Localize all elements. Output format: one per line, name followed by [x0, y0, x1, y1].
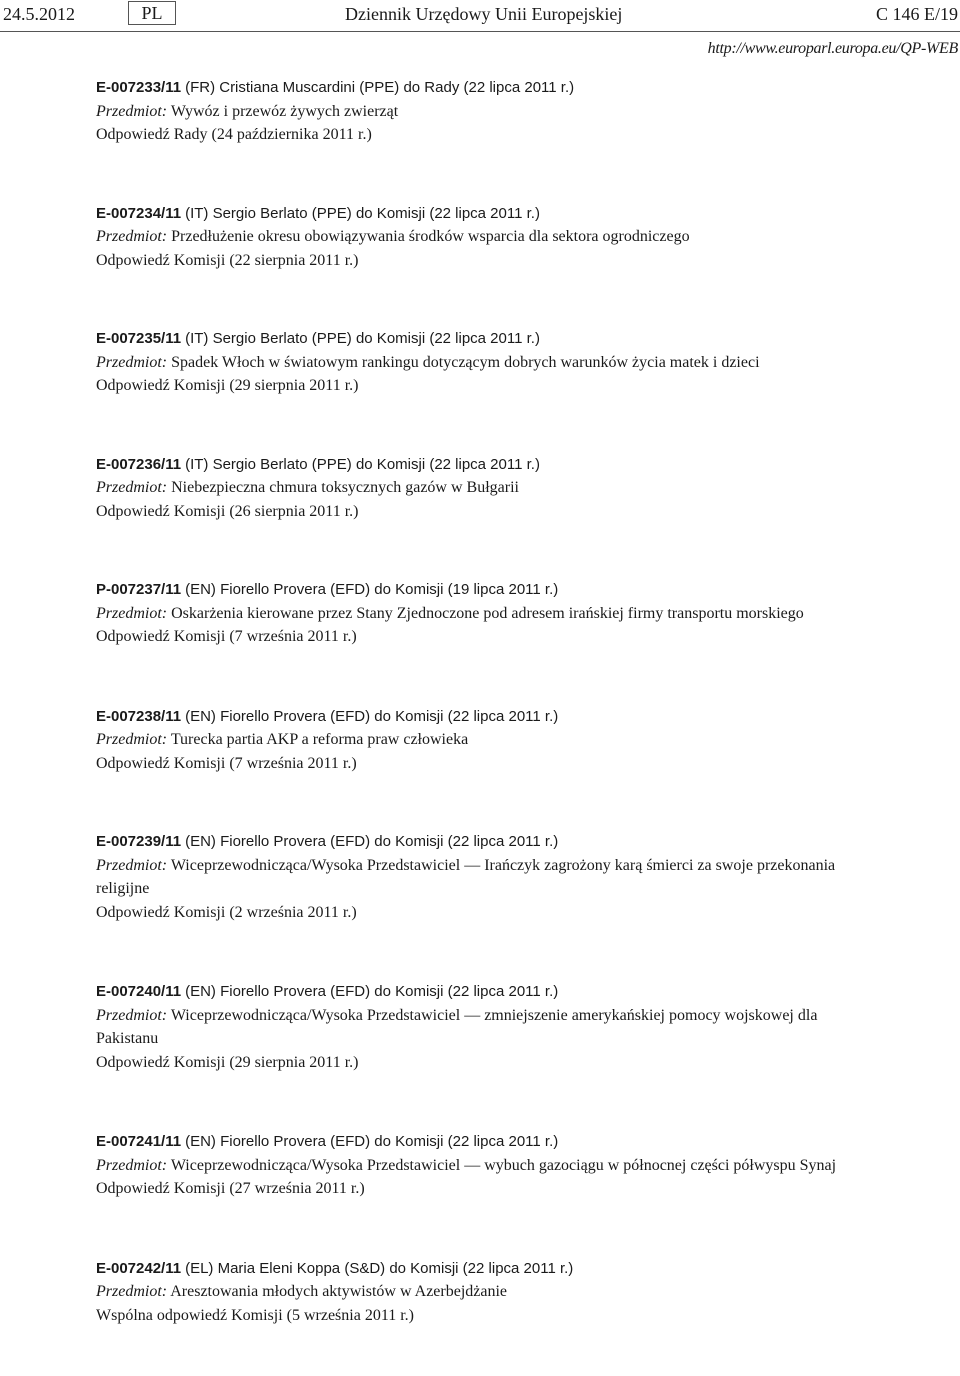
question-details: (EN) Fiorello Provera (EFD) do Komisji (22 lipca 2011 r.) [185, 833, 559, 850]
answer-line: Odpowiedź Komisji (7 września 2011 r.) [96, 628, 357, 645]
subject-label: Przedmiot: [96, 604, 168, 622]
question-entry [96, 578, 856, 649]
question-entry [96, 76, 856, 147]
subject-label: Przedmiot: [96, 1006, 168, 1024]
question-subject-line [96, 100, 856, 124]
question-header-line [96, 1257, 856, 1281]
subject-label: Przedmiot: [96, 1156, 168, 1174]
question-subject-line [96, 728, 856, 752]
issue-reference: C 146 E/19 [875, 4, 958, 24]
question-details: (EN) Fiorello Provera (EFD) do Komisji (19 lipca 2011 r.) [185, 581, 559, 598]
subject-label: Przedmiot: [96, 353, 168, 371]
page-header [0, 0, 960, 32]
question-details: (EN) Fiorello Provera (EFD) do Komisji (22 lipca 2011 r.) [185, 1133, 559, 1150]
question-subject-line [96, 225, 856, 249]
answer-line: Odpowiedź Komisji (27 września 2011 r.) [96, 1180, 365, 1197]
question-number: E-007242/11 [96, 1259, 182, 1277]
subject-label: Przedmiot: [96, 1283, 168, 1300]
answer-line: Odpowiedź Komisji (29 sierpnia 2011 r.) [96, 1053, 359, 1071]
question-header-line [96, 76, 856, 100]
answer-line: Odpowiedź Komisji (7 września 2011 r.) [96, 754, 357, 772]
question-header-line [96, 705, 856, 729]
question-subject: Wiceprzewodnicząca/Wysoka Przedstawiciel — zmniejszenie amerykańskiej pomocy wojskowej dla Pakistanu [96, 1006, 818, 1047]
subject-label: Przedmiot: [96, 731, 168, 748]
question-entry [96, 202, 856, 273]
question-entry [96, 830, 856, 924]
question-entry [96, 980, 856, 1074]
question-entry [96, 1130, 856, 1201]
question-number: E-007240/11 [96, 983, 182, 1000]
question-subject-line [96, 351, 856, 375]
question-subject-line [96, 1280, 856, 1304]
question-subject-line [96, 476, 856, 500]
question-number: P-007237/11 [96, 581, 182, 598]
question-subject-line [96, 1004, 856, 1051]
question-number: E-007234/11 [96, 204, 182, 222]
question-details: (FR) Cristiana Muscardini (PPE) do Rady (22 lipca 2011 r.) [185, 79, 575, 96]
publication-date: 24.5.2012 [3, 4, 75, 24]
question-header-line [96, 578, 856, 602]
question-header-line [96, 1130, 856, 1154]
question-header-line [96, 830, 856, 854]
question-number: E-007233/11 [96, 79, 182, 96]
question-list [96, 76, 856, 1327]
question-entry [96, 1257, 856, 1328]
question-entry [96, 453, 856, 524]
header-divider [0, 31, 960, 32]
question-subject-line [96, 1154, 856, 1178]
subject-label: Przedmiot: [96, 102, 168, 120]
question-subject: Spadek Włoch w światowym rankingu dotyczącym dobrych warunków życia matek i dzieci [171, 353, 760, 371]
question-header-line [96, 980, 856, 1004]
answer-line: Odpowiedź Komisji (26 sierpnia 2011 r.) [96, 502, 359, 520]
question-subject: Oskarżenia kierowane przez Stany Zjednoczone pod adresem irańskiej firmy transportu morskiego [171, 604, 804, 622]
question-details: (IT) Sergio Berlato (PPE) do Komisji (22 lipca 2011 r.) [185, 455, 540, 473]
answer-line: Wspólna odpowiedź Komisji (5 września 2011 r.) [96, 1306, 415, 1324]
question-number: E-007236/11 [96, 455, 182, 473]
question-details: (IT) Sergio Berlato (PPE) do Komisji (22 lipca 2011 r.) [185, 204, 540, 222]
question-subject: Wiceprzewodnicząca/Wysoka Przedstawiciel — Irańczyk zagrożony karą śmierci za swoje przekonania religijne [96, 856, 836, 897]
question-details: (EL) Maria Eleni Koppa (S&D) do Komisji (22 lipca 2011 r.) [185, 1259, 574, 1277]
answer-line: Odpowiedź Rady (24 października 2011 r.) [96, 126, 372, 143]
subject-label: Przedmiot: [96, 856, 168, 874]
question-number: E-007235/11 [96, 330, 182, 347]
question-header-line [96, 327, 856, 351]
question-subject: Niebezpieczna chmura toksycznych gazów w Bułgarii [171, 479, 519, 496]
question-details: (IT) Sergio Berlato (PPE) do Komisji (22 lipca 2011 r.) [185, 330, 540, 347]
question-entry [96, 705, 856, 776]
question-header-line [96, 453, 856, 477]
question-details: (EN) Fiorello Provera (EFD) do Komisji (22 lipca 2011 r.) [185, 707, 559, 725]
question-subject: Turecka partia AKP a reforma praw człowieka [170, 731, 469, 748]
question-subject-line [96, 602, 856, 626]
question-entry [96, 327, 856, 398]
question-subject-line [96, 854, 856, 901]
question-number: E-007238/11 [96, 707, 182, 725]
answer-line: Odpowiedź Komisji (29 sierpnia 2011 r.) [96, 377, 359, 394]
question-subject: Przedłużenie okresu obowiązywania środków wsparcia dla sektora ogrodniczego [171, 228, 690, 245]
question-number: E-007241/11 [96, 1133, 182, 1150]
question-header-line [96, 202, 856, 226]
question-subject: Wywóz i przewóz żywych zwierząt [170, 102, 399, 120]
journal-title: Dziennik Urzędowy Unii Europejskiej [345, 4, 623, 24]
language-code-box: PL [128, 1, 176, 25]
question-details: (EN) Fiorello Provera (EFD) do Komisji (22 lipca 2011 r.) [185, 983, 559, 1000]
source-url-link[interactable]: http://www.europarl.europa.eu/QP-WEB [707, 40, 958, 57]
subject-label: Przedmiot: [96, 228, 168, 245]
answer-line: Odpowiedź Komisji (22 sierpnia 2011 r.) [96, 251, 359, 269]
question-subject: Wiceprzewodnicząca/Wysoka Przedstawiciel — wybuch gazociągu w północnej części półwyspu Synaj [170, 1156, 837, 1174]
question-number: E-007239/11 [96, 833, 182, 850]
question-subject: Aresztowania młodych aktywistów w Azerbejdżanie [170, 1283, 508, 1300]
answer-line: Odpowiedź Komisji (2 września 2011 r.) [96, 903, 357, 921]
subject-label: Przedmiot: [96, 479, 168, 496]
